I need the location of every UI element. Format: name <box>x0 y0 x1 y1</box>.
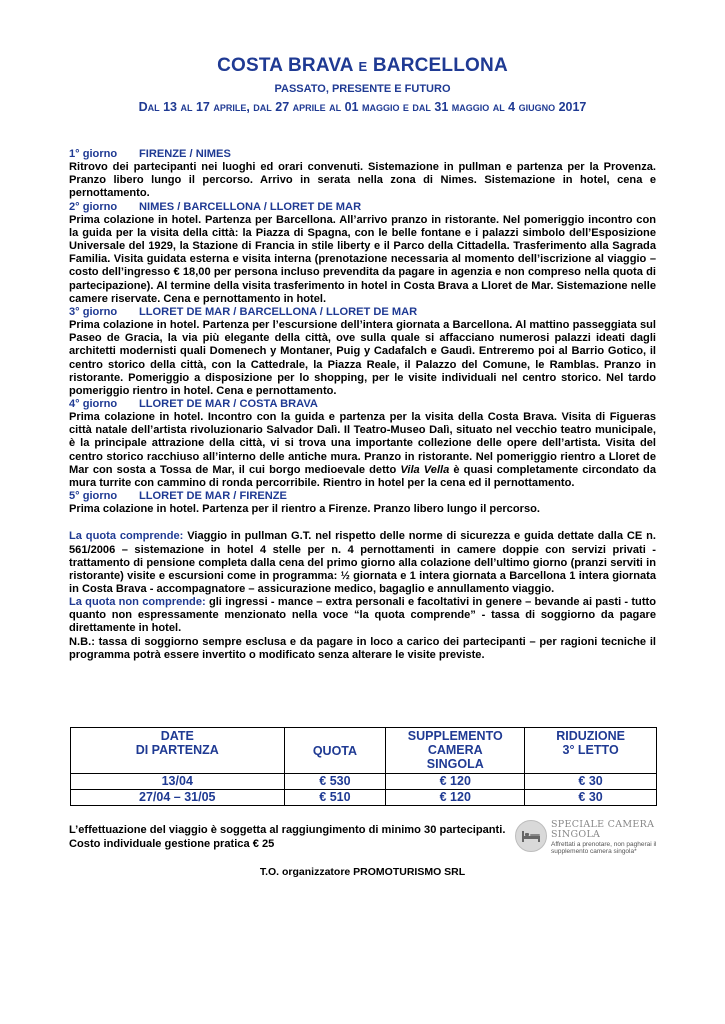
badge-note-line2: supplemento camera singola* <box>551 848 637 855</box>
badge-title <box>551 820 654 840</box>
day-number: 2° giorno <box>69 200 118 213</box>
day-number: 4° giorno <box>69 397 118 410</box>
table-cell: 27/04 – 31/05 <box>71 790 285 806</box>
day-number: 5° giorno <box>69 490 118 503</box>
day-route: FIRENZE / NIMES <box>139 148 231 160</box>
day-route: NIMES / BARCELLONA / LLORET DE MAR <box>139 200 362 213</box>
day-number: 3° giorno <box>69 305 118 318</box>
badge-title-line1: SPECIALE CAMERA <box>551 819 655 830</box>
footer-notes <box>69 823 505 851</box>
day-5-heading <box>69 490 656 503</box>
day-2-heading <box>69 201 656 214</box>
excludes-section <box>69 596 656 635</box>
organizer: T.O. organizzatore PROMOTURISMO SRL <box>259 866 466 878</box>
day-route: LLORET DE MAR / FIRENZE <box>139 490 287 503</box>
includes-label: La quota comprende: <box>69 530 184 543</box>
day-1-text: Ritrovo dei partecipanti nei luoghi ed orari convenuti. Sistemazione in pullman e partenza per la Provenza. Pranzo libero lungo il percorso. Arrivo in serata nella zona di Nimes. Sistemazione in hotel, cena e pernottamento. <box>69 161 656 200</box>
excludes-text: gli ingressi - mance – extra personali e facoltativi in genere – bevande ai pasti - tutto quanto non espressamente menzionato nella voce “la quota comprende” - tassa di soggiorno da pagare direttamente in hotel. <box>69 596 656 635</box>
day-4-text-after: è quasi completamente circondato da mura turrite con cammino di ronda percorribile. Rientro in hotel per la cena ed il pernottamento. <box>69 463 656 489</box>
bed-badge-circle <box>515 820 547 852</box>
table-cell: € 530 <box>284 774 386 790</box>
header-dates: DATE DI PARTENZA <box>71 728 285 774</box>
day-number: 1° giorno <box>69 148 118 160</box>
single-room-badge <box>515 818 685 860</box>
handling-fee: Costo individuale gestione pratica € 25 <box>69 838 275 850</box>
day-3-text: Prima colazione in hotel. Partenza per l’escursione dell’intera giornata a Barcellona. Al mattino passeggiata sul Paseo de Gracia, la via più elegante della città, ove sulla quale si affacciano numerosi palazzi ideati dagli architetti modernisti quali Domenech y Montaner, Puig y Cadafalch e Gaudì. Entreremo poi al Barrio Gotico, il centro storico della città, con la Cattedrale, la Piazza Reale, il Palazzo del Comune, le Ramblas. Pranzo in ristorante. Pomeriggio a disposizione per lo shopping, per le visite individuali nel centro storico. Nel tardo pomeriggio rientro in hotel. Cena e pernottamento. <box>69 319 656 397</box>
day-4-text <box>69 411 656 490</box>
table-cell: € 510 <box>284 790 386 806</box>
includes-section <box>69 530 656 596</box>
day-5-text: Prima colazione in hotel. Partenza per il rientro a Firenze. Pranzo libero lungo il percorso. <box>69 503 540 516</box>
title-connector: E <box>358 59 368 74</box>
badge-title-line2: SINGOLA <box>551 829 601 840</box>
includes-text: Viaggio in pullman G.T. nel rispetto delle norme di sicurezza e guida dettate dalla CE n. 561/2006 – sistemazione in hotel 4 stelle per n. 4 pernottamenti in camere doppie con servizi privati - trattamento di pensione completa dalla cena del primo giorno alla colazione dell’ultimo giorno (pranzi serviti in ristorante) visite e escursioni come in programma: ½ giornata e 1 intera giornata a Barcellona 1 intera giornata in Costa Brava - accompagnatore – assicurazione medico, bagaglio e annullamento viaggio. <box>69 530 656 595</box>
title-part2: BARCELLONA <box>372 55 508 76</box>
table-cell: € 120 <box>386 790 525 806</box>
bed-icon <box>521 829 541 843</box>
minimum-participants: L’effettuazione del viaggio è soggetta al raggiungimento di minimo 30 partecipanti. <box>69 824 506 836</box>
table-row <box>71 790 657 806</box>
day-1-heading <box>69 148 656 161</box>
table-row <box>71 774 657 790</box>
day-route: LLORET DE MAR / BARCELLONA / LLORET DE MAR <box>139 305 418 318</box>
day-2-text: Prima colazione in hotel. Partenza per Barcellona. All’arrivo pranzo in ristorante. Nel pomeriggio incontro con la guida per la visita della città: la Piazza di Spagna, con le belle fontane e i palazzi simbolo dell’Esposizione Universale del 1929, la Stazione di Francia in stile liberty e il Parco della Cittadella. Trasferimento alla Sagrada Familia. Visita guidata esterna e visita interna (prenotazione necessaria al momento dell’iscrizione al viaggio – costo dell’ingresso € 18,00 per persona incluso prevendita da pagare in agenzia e non compreso nella quota di partecipazione). Al termine della visita trasferimento in hotel in Costa Brava a Lloret de Mar. Sistemazione nelle camere riservate. Cena e pernottamento in hotel. <box>69 213 656 305</box>
table-cell: € 30 <box>525 790 657 806</box>
header-supplement: SUPPLEMENTO CAMERA SINGOLA <box>386 728 525 774</box>
badge-note <box>551 841 691 855</box>
day-route: LLORET DE MAR / COSTA BRAVA <box>139 397 318 410</box>
price-table <box>70 727 657 806</box>
header-quota: QUOTA <box>284 728 386 774</box>
day-3-heading <box>69 306 656 319</box>
header-reduction: RIDUZIONE 3° LETTO <box>525 728 657 774</box>
table-header-row <box>71 728 657 774</box>
excludes-label: La quota non comprende: <box>69 596 206 609</box>
note-text: N.B.: tassa di soggiorno sempre esclusa e da pagare in loco a carico dei partecipanti – per ragioni tecniche il programma potrà essere invertito o modificato senza alterare le visite previste. <box>69 635 656 661</box>
travel-dates: Dal 13 al 17 aprile, dal 27 aprile al 01 maggio e dal 31 maggio al 4 giugno 2017 <box>138 100 587 114</box>
document-subtitle: PASSATO, PRESENTE E FUTURO <box>274 83 451 95</box>
day-4-heading <box>69 398 656 411</box>
day-4-text-before: Prima colazione in hotel. Incontro con la guida e partenza per la visita della Costa Brava. Visita di Figueras città natale dell’artista rivoluzionario Salvador Dalì. Il Teatro-Museo Dalì, situato nel vecchio teatro municipale, è la principale attrazione della città, vi si trova una importante collezione delle opere dell’artista. Visita del centro storico racchiuso all’interno delle antiche mura. Pranzo in ristorante. Nel pomeriggio rientro a Lloret de Mar con sosta a Tossa de Mar, il cui borgo medioevale detto <box>69 411 656 476</box>
document-title <box>0 55 725 77</box>
table-cell: € 30 <box>525 774 657 790</box>
vila-vella: Vila Vella <box>400 463 450 476</box>
badge-note-line1: Affrettati a prenotare, non pagherai il <box>551 841 657 848</box>
table-cell: € 120 <box>386 774 525 790</box>
table-cell: 13/04 <box>71 774 285 790</box>
title-part1: COSTA BRAVA <box>217 55 354 76</box>
itinerary <box>69 148 656 662</box>
